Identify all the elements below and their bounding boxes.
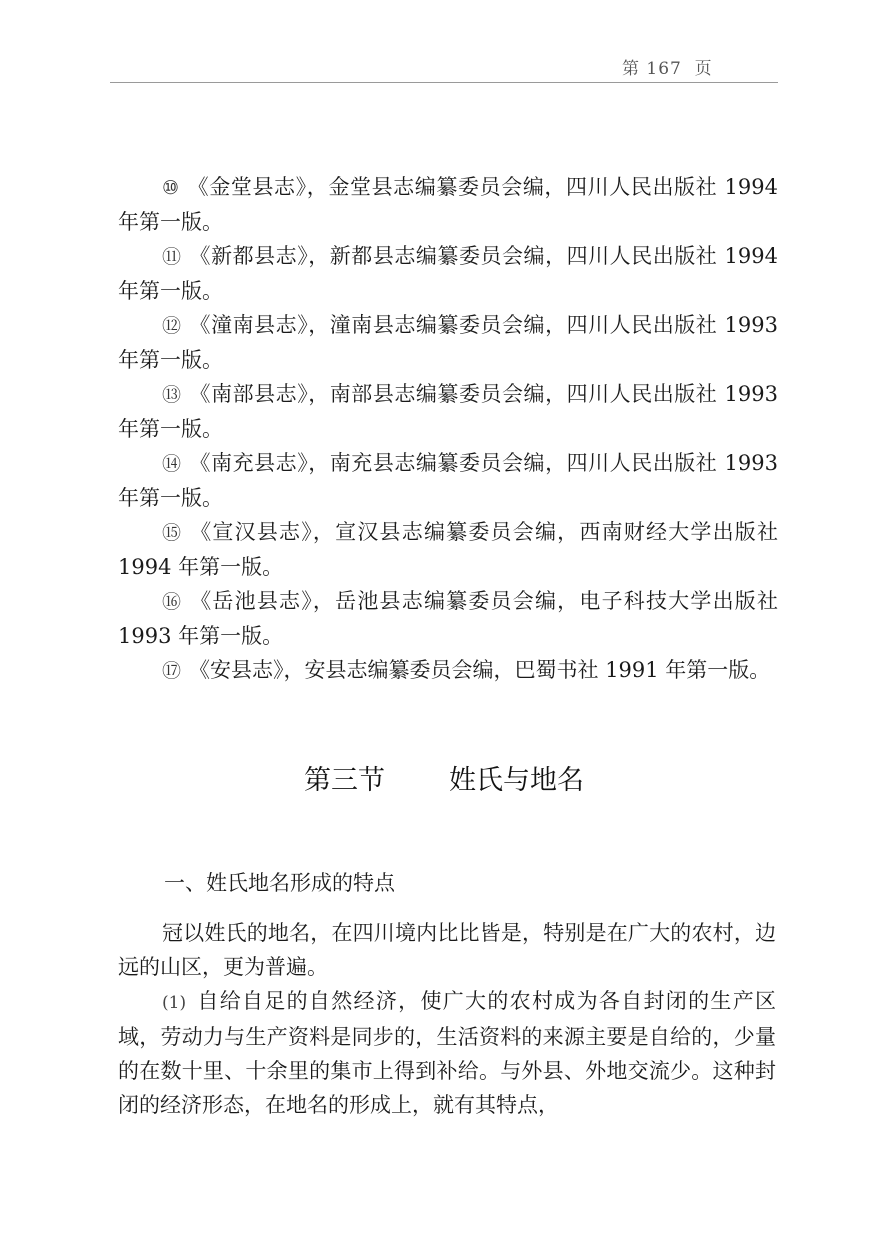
section-title: 姓氏与地名 [449,765,584,796]
footnote-number: ⑮ [162,522,183,544]
footnote-number: ⑫ [162,315,182,337]
footnote-reference [118,515,778,584]
footnote-number: ⑪ [162,246,182,268]
footnote-reference [118,446,778,515]
header-divider [110,82,778,83]
footnote-text: 《金堂县志》，金堂县志编纂委员会编，四川人民出版社 1994 年第一版。 [118,175,778,234]
footnote-reference [118,308,778,377]
footnote-reference [118,170,778,239]
footnote-reference [118,653,778,688]
section-heading [0,758,888,797]
footnote-reference [118,584,778,653]
footnote-text: 《南部县志》，南部县志编纂委员会编，四川人民出版社 1993 年第一版。 [118,382,778,441]
footnote-text: 《宣汉县志》，宣汉县志编纂委员会编，西南财经大学出版社 1994 年第一版。 [118,520,778,579]
footnote-reference [118,239,778,308]
paragraph [118,984,776,1122]
footnote-reference-list [118,170,778,688]
subsection-heading: 一、姓氏地名形成的特点 [164,871,395,895]
section-number: 第三节 [304,765,385,796]
footnote-text: 《安县志》，安县志编纂委员会编，巴蜀书社 1991 年第一版。 [189,658,771,682]
page-number: 第 167 页 [622,59,713,79]
footnote-text: 《新都县志》，新都县志编纂委员会编，四川人民出版社 1994 年第一版。 [118,244,778,303]
paragraph-number: (1) [162,993,187,1013]
footnote-number: ⑭ [162,453,182,475]
paragraph-text: 自给自足的自然经济，使广大的农村成为各自封闭的生产区域，劳动力与生产资料是同步的，生活资料的来源主要是自给的，少量的在数十里、十余里的集市上得到补给。与外县、外地交流少。这种封闭的经济形态，在地名的形成上，就有其特点， [118,989,776,1117]
paragraph: 冠以姓氏的地名，在四川境内比比皆是，特别是在广大的农村，边远的山区，更为普遍。 [118,921,776,979]
footnote-text: 《潼南县志》，潼南县志编纂委员会编，四川人民出版社 1993 年第一版。 [118,313,778,372]
footnote-number: ⑯ [162,591,183,613]
footnote-reference [118,377,778,446]
footnote-text: 《南充县志》，南充县志编纂委员会编，四川人民出版社 1993 年第一版。 [118,451,778,510]
footnote-text: 《岳池县志》，岳池县志编纂委员会编，电子科技大学出版社 1993 年第一版。 [118,589,778,648]
footnote-number: ⑬ [162,384,182,406]
body-text [118,916,776,1122]
footnote-number: ⑰ [162,660,182,682]
footnote-number: ⑩ [162,177,180,199]
